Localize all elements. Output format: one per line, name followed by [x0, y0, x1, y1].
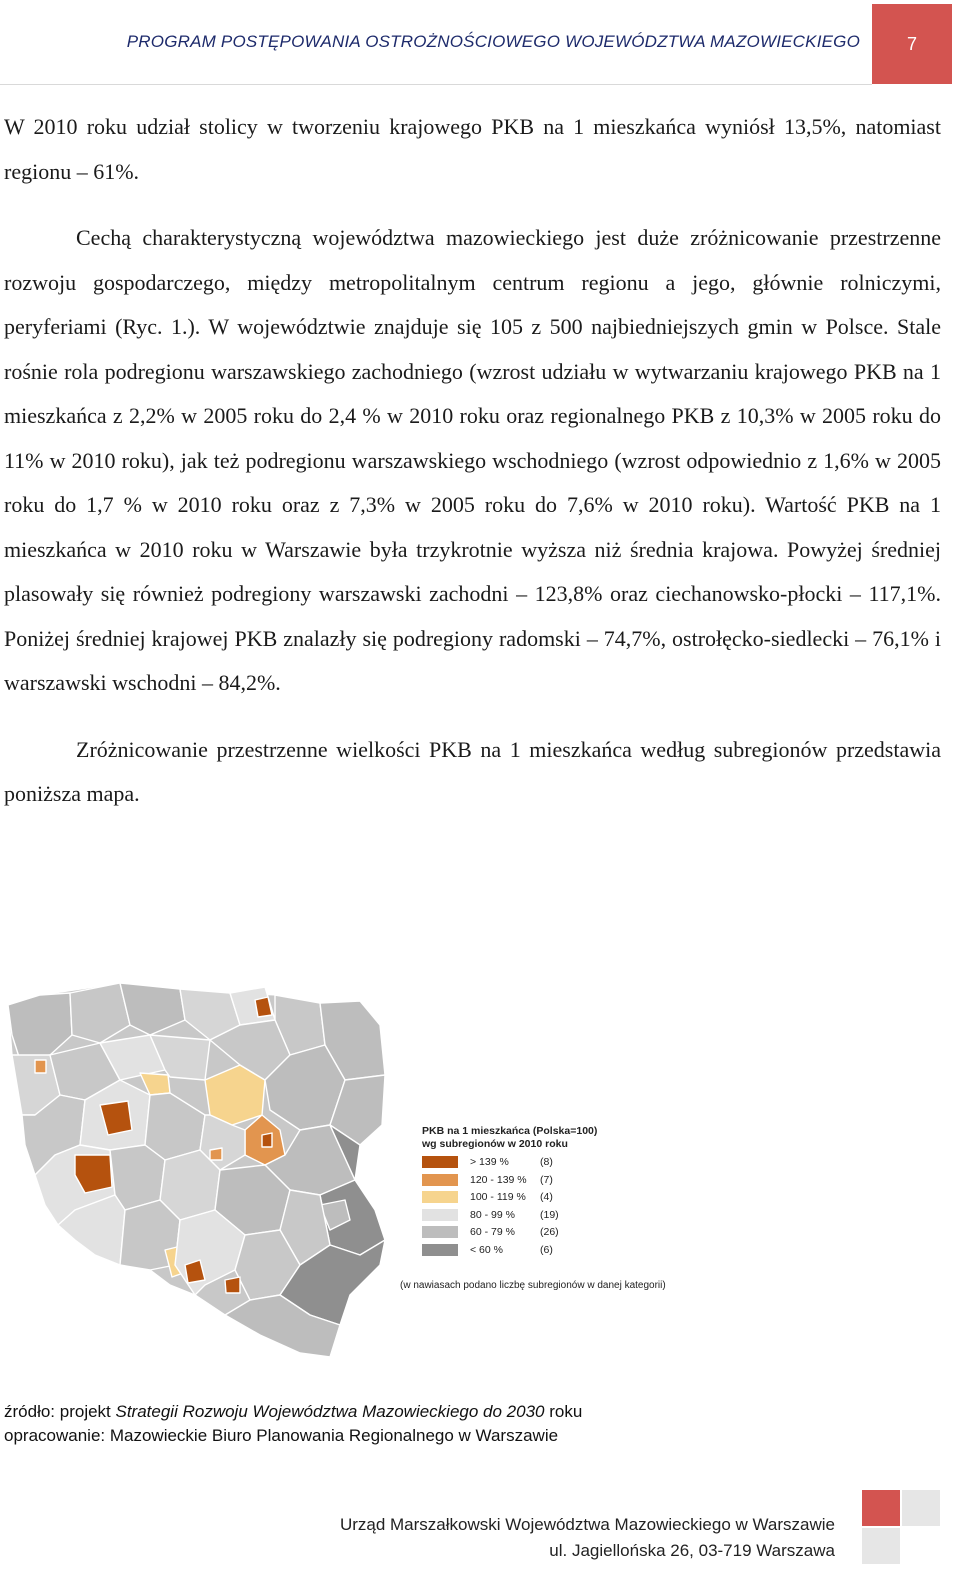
- legend-item: [422, 1171, 597, 1189]
- map-region: [35, 1060, 46, 1073]
- legend-count: (7): [540, 1173, 553, 1186]
- page-header: [0, 0, 960, 84]
- legend-item: [422, 1153, 597, 1171]
- legend-item: [422, 1206, 597, 1224]
- page-number: 7: [872, 4, 952, 84]
- legend-count: (26): [540, 1226, 559, 1239]
- legend-swatch: [422, 1191, 458, 1203]
- legend-swatch: [422, 1209, 458, 1221]
- legend-title-line2: wg subregionów w 2010 roku: [422, 1138, 568, 1150]
- footer-address: ul. Jagiellońska 26, 03-719 Warszawa: [549, 1541, 835, 1560]
- legend-swatch: [422, 1156, 458, 1168]
- legend-count: (8): [540, 1156, 553, 1168]
- footer-decor-square: [862, 1528, 900, 1564]
- source-prefix: źródło: projekt: [4, 1402, 116, 1421]
- footer-decor-square: [862, 1490, 900, 1526]
- legend-count: (19): [540, 1208, 559, 1221]
- header-divider: [0, 84, 872, 85]
- legend-swatch: [422, 1226, 458, 1238]
- legend-range: 120 - 139 %: [470, 1173, 527, 1186]
- map-region: [262, 1133, 272, 1147]
- legend-item: [422, 1223, 597, 1241]
- map-region: [225, 1277, 240, 1293]
- legend-range: 100 - 119 %: [470, 1191, 526, 1204]
- paragraph-3: Zróżnicowanie przestrzenne wielkości PKB na 1 mieszkańca według subregionów przedstawia poniższa mapa.: [4, 736, 941, 806]
- page-footer: [0, 1490, 960, 1580]
- figure-source: [4, 1400, 582, 1448]
- legend-range: 60 - 79 %: [470, 1226, 515, 1239]
- source-document-title: Strategii Rozwoju Województwa Mazowieckiego do 2030: [115, 1402, 545, 1421]
- paragraph-1: W 2010 roku udział stolicy w tworzeniu krajowego PKB na 1 mieszkańca wyniósł 13,5%, natomiast regionu – 61%.: [4, 114, 941, 184]
- document-title: PROGRAM POSTĘPOWANIA OSTROŻNOŚCIOWEGO WOJEWÓDZTWA MAZOWIECKIEGO: [126, 32, 860, 51]
- legend-item: [422, 1241, 597, 1259]
- footer-institution: Urząd Marszałkowski Województwa Mazowieckiego w Warszawie: [339, 1515, 835, 1534]
- legend-count: (4): [540, 1191, 553, 1204]
- source-line-2: opracowanie: Mazowieckie Biuro Planowania Regionalnego w Warszawie: [4, 1426, 559, 1445]
- legend-swatch: [422, 1174, 458, 1186]
- legend-swatch: [422, 1244, 458, 1256]
- source-line-1: [4, 1400, 582, 1424]
- legend-range: > 139 %: [470, 1156, 509, 1168]
- legend-count: (6): [540, 1243, 553, 1256]
- footer-decor-square: [902, 1490, 940, 1526]
- legend-title-line1: PKB na 1 mieszkańca (Polska=100): [422, 1125, 598, 1137]
- legend-item: [422, 1188, 597, 1206]
- source-suffix: roku: [544, 1402, 583, 1421]
- legend-range: < 60 %: [470, 1243, 503, 1256]
- map-region: [210, 1148, 222, 1160]
- legend-range: 80 - 99 %: [470, 1208, 515, 1221]
- legend-note: (w nawiasach podano liczbę subregionów w danej kategorii): [400, 1280, 666, 1291]
- map-legend: [422, 1125, 597, 1259]
- body-text: [4, 105, 941, 817]
- paragraph-2: Cechą charakterystyczną województwa mazowieckiego jest duże zróżnicowanie przestrzenne rozwoju gospodarczego, między metropolitalnym centrum regionu a jego, głównie rolniczymi, peryferiami (Ryc. 1.). W województwie znajduje się 105 z 500 najbiedniejszych gmin w Polsce. Stale rośnie rola podregionu warszawskiego zachodniego (wzrost udziału w wytwarzaniu krajowego PKB na 1 mieszkańca z 2,2% w 2005 roku do 2,4 % w 2010 roku oraz regionalnego PKB z 10,3% w 2005 roku do 11% w 2010 roku), jak też podregionu warszawskiego wschodniego (wzrost odpowiednio z 1,6% w 2005 roku do 1,7 % w 2010 roku oraz z 7,3% w 2005 roku do 7,6% w 2010 roku). Wartość PKB na 1 mieszkańca w 2010 roku w Warszawie była trzykrotnie wyższa niż średnia krajowa. Powyżej średniej plasowały się również podregiony warszawski zachodni – 123,8% oraz ciechanowsko-płocki – 117,1%. Poniżej średniej krajowej PKB znalazły się podregiony radomski – 74,7%, ostrołęcko-siedlecki – 76,1% i warszawski wschodni – 84,2%.: [4, 225, 941, 695]
